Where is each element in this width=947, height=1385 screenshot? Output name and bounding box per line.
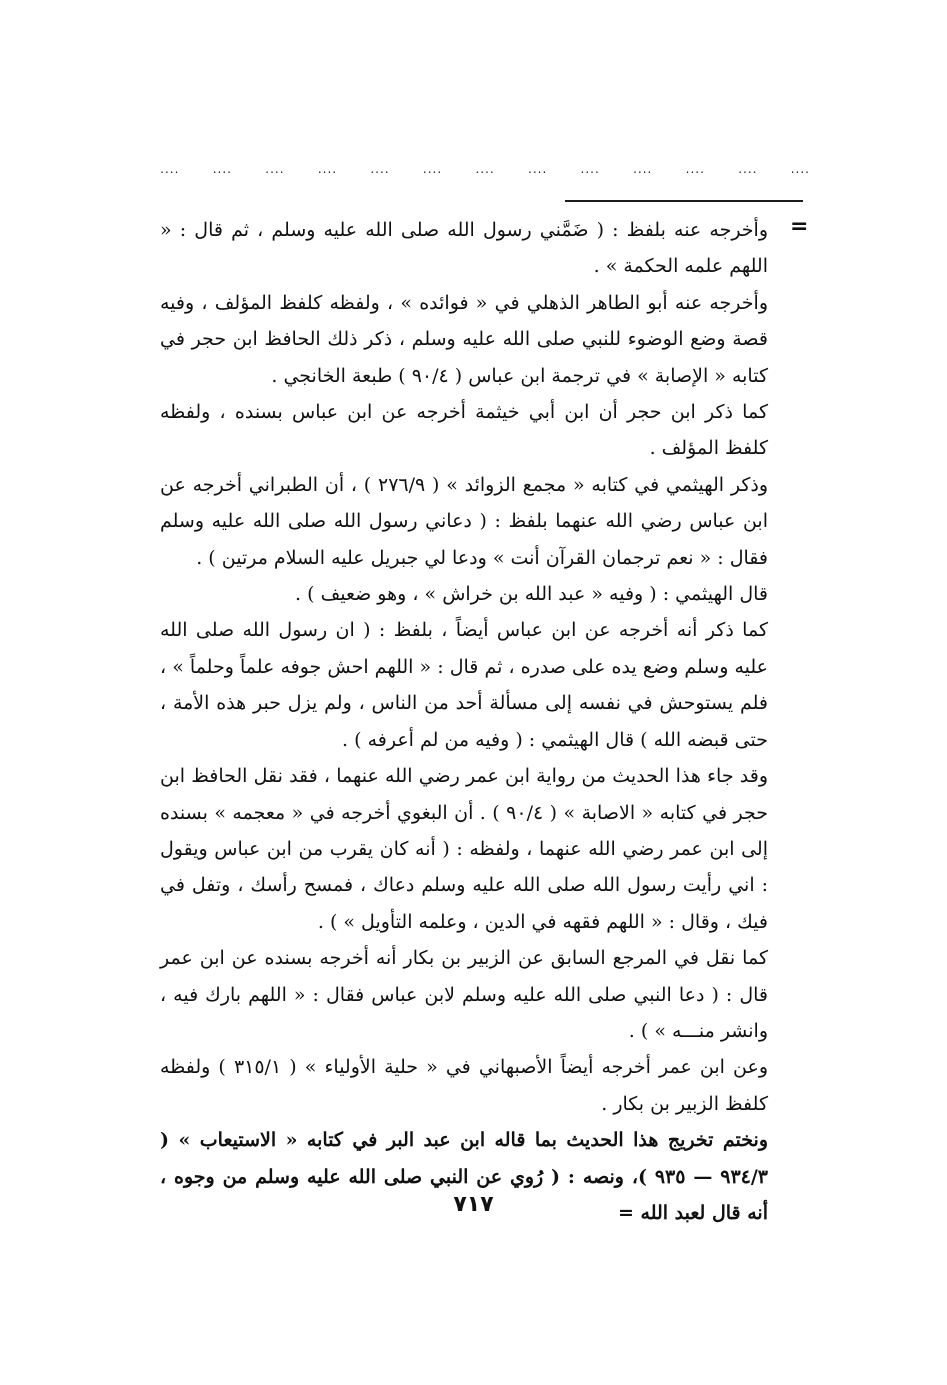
footnote-paragraph: وعن ابن عمر أخرجه أيضاً الأصبهاني في « حلية الأولياء » ( ٣١٥/١ ) ولفظه كلفظ الزبير بن بكار . (160, 1056, 769, 1115)
footnote-paragraph-bold: ونختم تخريج هذا الحديث بما قاله ابن عبد البر في كتابه « الاستيعاب » ( ٩٣٤/٣ — ٩٣٥ )، ونصه : ( رُوي عن النبي صلى الله عليه وسلم من وجوه ، أنه قال لعبد الله = (160, 1129, 768, 1224)
separator-dots-row (160, 162, 810, 176)
footnote-continuation-mark: = (790, 214, 809, 239)
footnote-divider-line (565, 200, 803, 202)
separator-dots: .... (212, 162, 232, 176)
footnote-paragraph: كما نقل في المرجع السابق عن الزبير بن بكار أنه أخرجه بسنده عن ابن عمر قال : ( دعا النبي صلى الله عليه وسلم لابن عباس فقال : « اللهم بارك فيه ، وانشر منـــه » ) . (160, 947, 768, 1042)
separator-dots: .... (633, 162, 653, 176)
separator-dots: .... (475, 162, 495, 176)
separator-dots: .... (790, 162, 810, 176)
separator-dots: .... (265, 162, 285, 176)
separator-dots: .... (738, 162, 758, 176)
separator-dots: .... (370, 162, 390, 176)
separator-dots: .... (528, 162, 548, 176)
footnote-text-block (160, 212, 768, 1231)
separator-dots: .... (685, 162, 705, 176)
separator-dots: .... (317, 162, 338, 176)
footnote-paragraph: وذكر الهيثمي في كتابه « مجمع الزوائد » ( ٢٧٦/٩ ) ، أن الطبراني أخرجه عن ابن عباس رضي الله عنهما بلفظ : ( دعاني رسول الله صلى الله عليه وسلم فقال : « نعم ترجمان القرآن أنت » ودعا لي جبريل عليه السلام مرتين ) . (160, 473, 768, 569)
footnote-paragraph: وأخرجه عنه أبو الطاهر الذهلي في « فوائده » ، ولفظه كلفظ المؤلف ، وفيه قصة وضع الوضوء للنبي صلى الله عليه وسلم ، ذكر ذلك الحافظ ابن حجر في كتابه « الإصابة » في ترجمة ابن عباس ( ٩٠/٤ ) طبعة الخانجي . (160, 291, 768, 387)
footnote-paragraph: كما ذكر أنه أخرجه عن ابن عباس أيضاً ، بلفظ : ( ان رسول الله صلى الله عليه وسلم وضع يده على صدره ، ثم قال : « اللهم احش جوفه علماً وحلماً » ، فلم يستوحش في نفسه إلى مسألة أحد من الناس ، ولم يزل حبر هذه الأمة ، حتى قبضه الله ) قال الهيثمي : ( وفيه من لم أعرفه ) . (160, 619, 768, 751)
footnote-paragraph: وأخرجه عنه بلفظ : ( ضَمَّني رسول الله صلى الله عليه وسلم ، ثم قال : « اللهم علمه الحكمة » . (160, 219, 768, 278)
footnote-paragraph: قال الهيثمي : ( وفيه « عبد الله بن خراش » ، وهو ضعيف ) . (295, 583, 768, 606)
separator-dots: .... (422, 162, 443, 176)
page-number: ٧١٧ (453, 1192, 494, 1217)
footnote-paragraph: وقد جاء هذا الحديث من رواية ابن عمر رضي الله عنهما ، فقد نقل الحافظ ابن حجر في كتابه « الاصابة » ( ٩٠/٤ ) . أن البغوي أخرجه في « معجمه » بسنده إلى ابن عمر رضي الله عنهما ، ولفظه : ( أنه كان يقرب من ابن عباس ويقول : اني رأيت رسول الله صلى الله عليه وسلم دعاك ، فمسح رأسك ، وتفل في فيك ، وقال : « اللهم فقهه في الدين ، وعلمه التأويل » ) . (160, 765, 768, 933)
footnote-paragraph: كما ذكر ابن حجر أن ابن أبي خيثمة أخرجه عن ابن عباس بسنده ، ولفظه كلفظ المؤلف . (160, 401, 768, 460)
separator-dots: .... (160, 162, 180, 176)
separator-dots: .... (580, 162, 600, 176)
